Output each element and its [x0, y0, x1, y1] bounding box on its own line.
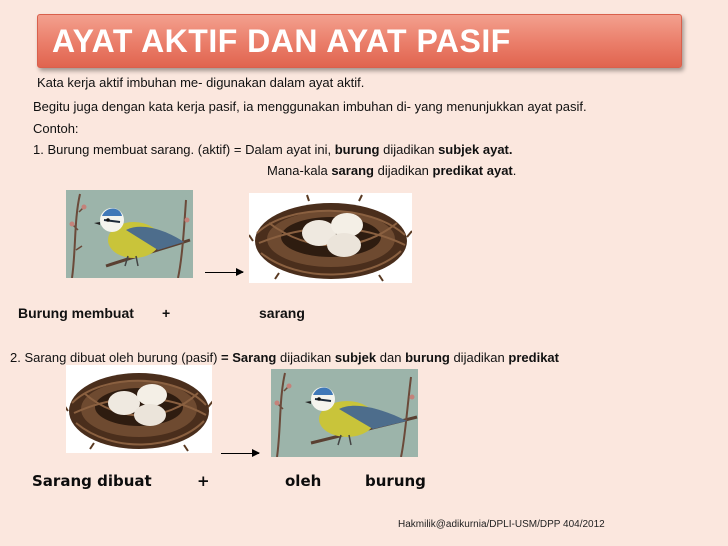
nest-icon	[66, 365, 212, 453]
row2-label-subject: Sarang dibuat	[32, 472, 152, 490]
example2-subjek: subjek	[334, 350, 377, 365]
row1-plus: +	[162, 305, 171, 321]
page-title: AYAT AKTIF DAN AYAT PASIF	[52, 23, 511, 59]
arrow-row-1	[205, 272, 243, 273]
example1-exp-a-subjek: subjek ayat.	[438, 142, 513, 157]
arrow-row-2	[221, 453, 259, 454]
example2-predikat: predikat	[508, 350, 559, 365]
nest-icon	[249, 193, 412, 283]
example1-equals: =	[233, 142, 242, 157]
example1-exp-b-pre: Mana-kala	[267, 163, 328, 178]
example2-sentence: 2. Sarang dibuat oleh burung (pasif)	[10, 350, 218, 365]
example1-sentence: 1. Burung membuat sarang. (aktif)	[33, 142, 231, 157]
example1-exp-b-sarang: sarang	[331, 163, 374, 178]
bird-icon	[271, 369, 418, 457]
bird-picture-2	[271, 369, 418, 457]
example1-exp-b-predikat: predikat ayat	[432, 163, 513, 178]
example1-exp-a-mid: dijadikan	[383, 142, 435, 157]
row1-label-object: sarang	[259, 305, 305, 321]
example2-mid-2: dan	[379, 350, 402, 365]
copyright-footer: Hakmilik@adikurnia/DPLI-USM/DPP 404/2012	[398, 519, 605, 530]
intro-line-1: Kata kerja aktif imbuhan me- digunakan dalam ayat aktif.	[37, 75, 365, 90]
example2-mid-3: dijadikan	[453, 350, 505, 365]
intro-line-2: Begitu juga dengan kata kerja pasif, ia menggunakan imbuhan di- yang menunjukkan ayat pasif.	[33, 99, 587, 114]
example2-line	[10, 350, 559, 365]
row2-label-oleh: oleh	[285, 472, 322, 490]
row2-label-burung: burung	[365, 472, 426, 490]
example1-exp-a-burung: burung	[334, 142, 380, 157]
bird-icon	[66, 190, 193, 278]
example2-mid-1: dijadikan	[279, 350, 332, 365]
example1-line	[33, 142, 513, 157]
example2-burung: burung	[405, 350, 450, 365]
example1-exp-b-end: .	[512, 163, 517, 178]
example1-exp-a-pre: Dalam ayat ini,	[245, 142, 332, 157]
example1-line-2	[267, 163, 516, 178]
example2-sarang: Sarang	[232, 350, 277, 365]
intro-line-3: Contoh:	[33, 121, 79, 136]
row1-label-subject: Burung membuat	[18, 305, 134, 321]
example1-exp-b-mid: dijadikan	[377, 163, 429, 178]
row2-plus: +	[197, 472, 210, 490]
bird-picture-1	[66, 190, 193, 278]
nest-picture-1	[249, 193, 412, 283]
nest-picture-2	[66, 365, 212, 453]
example2-equals: =	[221, 350, 229, 365]
title-bar	[37, 14, 682, 68]
